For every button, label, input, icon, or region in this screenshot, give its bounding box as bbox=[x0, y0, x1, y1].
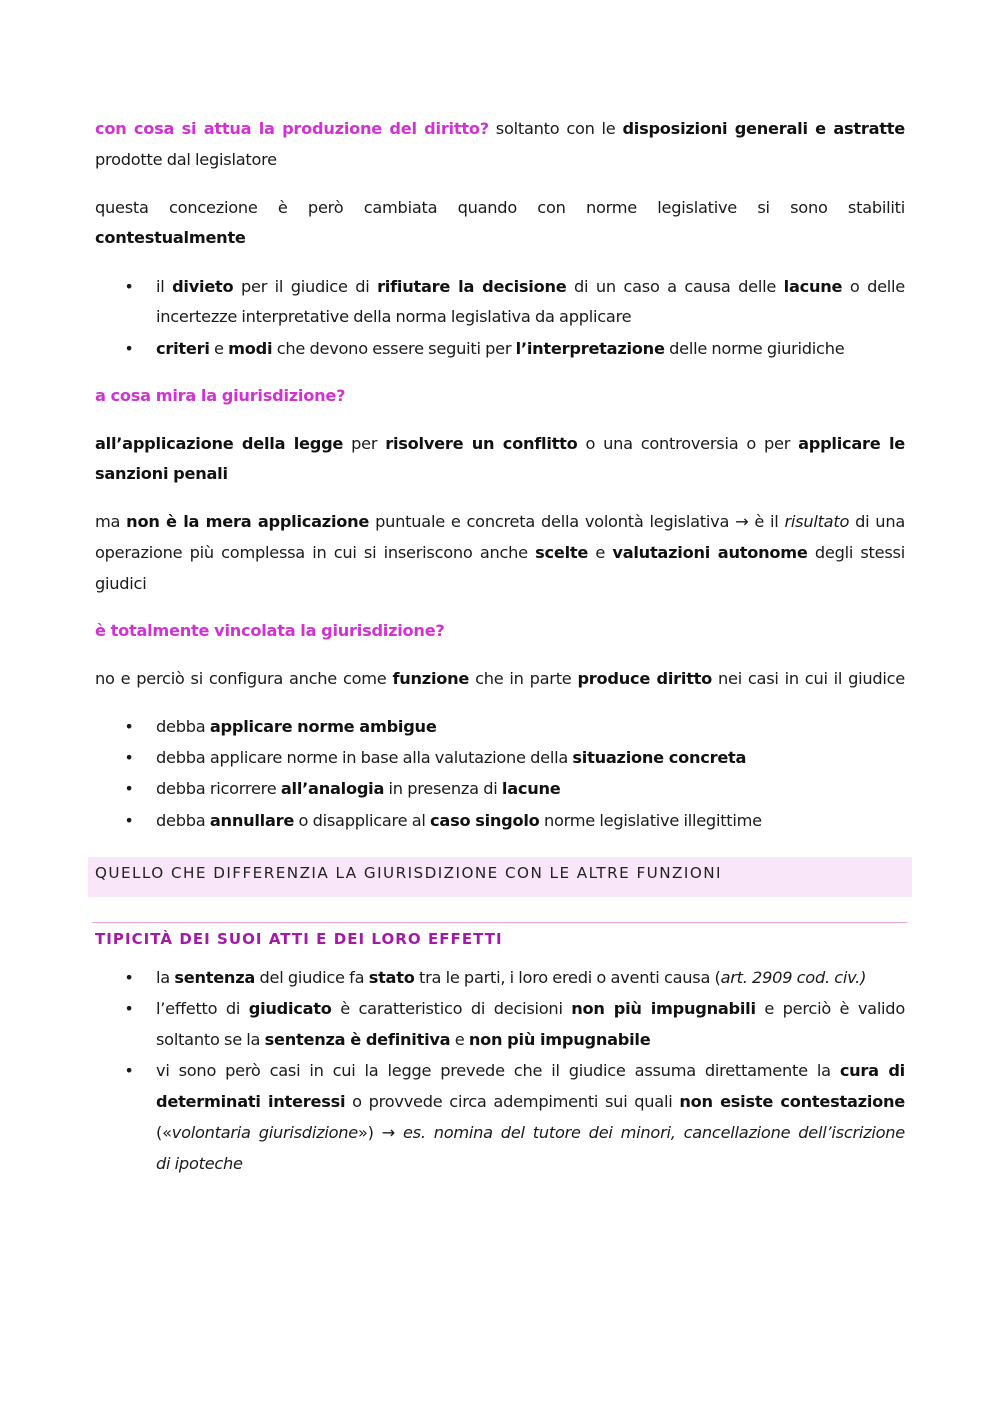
list-item-annullare bbox=[156, 805, 905, 836]
text: puntuale e concreta della volontà legislativa → è il bbox=[375, 512, 779, 531]
bold-text: all’analogia bbox=[280, 779, 385, 798]
bold-text: divieto bbox=[172, 277, 234, 296]
question-heading: con cosa si attua la produzione del diritto? bbox=[95, 119, 489, 138]
text: degli stessi bbox=[814, 543, 905, 562]
text: e perciò è valido bbox=[764, 999, 905, 1018]
text: giudici bbox=[95, 574, 147, 593]
text: soltanto se la bbox=[156, 1030, 261, 1049]
text: questa concezione è però cambiata quando con norme legislative si sono stabiliti bbox=[95, 198, 905, 217]
bold-text: modi bbox=[228, 339, 273, 358]
bold-text: sentenza è definitiva bbox=[264, 1030, 451, 1049]
list-item-giudicato-line-1 bbox=[156, 993, 905, 1024]
text: debba applicare norme in base alla valutazione della bbox=[156, 748, 568, 767]
bold-text: non più impugnabili bbox=[571, 999, 756, 1018]
bullet-icon: • bbox=[124, 717, 134, 736]
bullet-icon: • bbox=[124, 748, 134, 767]
bold-text: situazione concreta bbox=[572, 748, 747, 767]
bold-text: stato bbox=[368, 968, 415, 987]
bold-text: disposizioni generali e astratte bbox=[622, 119, 905, 138]
question-heading-giurisdizione bbox=[95, 380, 905, 411]
paragraph-concezione-line-1 bbox=[95, 192, 905, 223]
bold-text: annullare bbox=[209, 811, 295, 830]
bold-text: contestualmente bbox=[95, 228, 246, 247]
paragraph-applicazione-line-2 bbox=[95, 458, 905, 489]
bullet-icon: • bbox=[124, 1061, 134, 1080]
text: operazione più complessa in cui si inseriscono anche bbox=[95, 543, 528, 562]
list-item-analogia bbox=[156, 773, 905, 804]
text: per il giudice di bbox=[240, 277, 370, 296]
list-item-cura-line-2 bbox=[156, 1086, 905, 1117]
text: la bbox=[156, 968, 170, 987]
bold-text: valutazioni autonome bbox=[612, 543, 808, 562]
list-item-situazione bbox=[156, 742, 905, 773]
bold-text: giudicato bbox=[248, 999, 332, 1018]
bullet-icon: • bbox=[124, 277, 134, 296]
bold-text: produce diritto bbox=[577, 669, 713, 688]
text: (« bbox=[156, 1123, 172, 1142]
bold-text: applicare le bbox=[798, 434, 905, 453]
text: incertezze interpretative della norma legislativa da applicare bbox=[156, 307, 632, 326]
heading-text: è totalmente vincolata la giurisdizione? bbox=[95, 621, 445, 640]
text: l’effetto di bbox=[156, 999, 241, 1018]
italic-text: risultato bbox=[784, 512, 850, 531]
list-item-cura-line-1 bbox=[156, 1055, 905, 1086]
text: tra le parti, i loro eredi o aventi causa ( bbox=[419, 968, 721, 987]
list-item-criteri bbox=[156, 333, 905, 364]
bold-text: l’interpretazione bbox=[515, 339, 665, 358]
italic-text: art. 2909 cod. civ.) bbox=[720, 968, 867, 987]
paragraph-concezione-line-2 bbox=[95, 222, 905, 253]
heading-text: a cosa mira la giurisdizione? bbox=[95, 386, 346, 405]
text: ») → bbox=[357, 1123, 395, 1142]
text: di una bbox=[855, 512, 905, 531]
list-item-cura-line-3 bbox=[156, 1117, 905, 1148]
text: e bbox=[454, 1030, 465, 1049]
text: debba bbox=[156, 717, 206, 736]
text: prodotte dal legislatore bbox=[95, 150, 277, 169]
list-item-giudicato-line-2 bbox=[156, 1024, 905, 1055]
divider bbox=[92, 922, 907, 923]
text: o provvede circa adempimenti sui quali bbox=[352, 1092, 673, 1111]
text: di un caso a causa delle bbox=[574, 277, 777, 296]
section-title: QUELLO CHE DIFFERENZIA LA GIURISDIZIONE CON LE ALTRE FUNZIONI bbox=[95, 864, 722, 882]
list-item-ambigue bbox=[156, 711, 905, 742]
bold-text: all’applicazione della legge bbox=[95, 434, 344, 453]
bold-text: sanzioni penali bbox=[95, 464, 228, 483]
text: norme legislative illegittime bbox=[543, 811, 762, 830]
list-item-sentenza bbox=[156, 962, 905, 993]
bold-text: caso singolo bbox=[430, 811, 540, 830]
bold-text: sentenza bbox=[174, 968, 256, 987]
bold-text: funzione bbox=[392, 669, 470, 688]
text: soltanto con le bbox=[495, 119, 616, 138]
text: il bbox=[156, 277, 165, 296]
bullet-icon: • bbox=[124, 968, 134, 987]
paragraph-mera-line-2 bbox=[95, 537, 905, 568]
text: o una controversia o per bbox=[585, 434, 791, 453]
bold-text: criteri bbox=[156, 339, 210, 358]
italic-text: volontaria giurisdizione bbox=[171, 1123, 358, 1142]
bold-text: determinati interessi bbox=[156, 1092, 346, 1111]
italic-text: es. nomina del tutore dei minori, cancellazione dell’iscrizione bbox=[402, 1123, 905, 1142]
bullet-icon: • bbox=[124, 339, 134, 358]
paragraph-production-line-2 bbox=[95, 144, 905, 175]
text: che in parte bbox=[475, 669, 572, 688]
text: o disapplicare al bbox=[298, 811, 426, 830]
text: ma bbox=[95, 512, 121, 531]
bold-text: applicare norme ambigue bbox=[209, 717, 437, 736]
bold-text: rifiutare la decisione bbox=[377, 277, 567, 296]
text: è caratteristico di decisioni bbox=[340, 999, 563, 1018]
bold-text: scelte bbox=[535, 543, 589, 562]
text: del giudice fa bbox=[259, 968, 365, 987]
question-heading-vincolata bbox=[95, 615, 905, 646]
paragraph-mera-line-3 bbox=[95, 568, 905, 599]
bold-text: lacune bbox=[783, 277, 843, 296]
list-item-divieto-line-2 bbox=[156, 301, 905, 332]
bold-text: risolvere un conflitto bbox=[385, 434, 578, 453]
bullet-icon: • bbox=[124, 779, 134, 798]
text: debba bbox=[156, 811, 206, 830]
paragraph-funzione bbox=[95, 663, 905, 694]
text: in presenza di bbox=[388, 779, 498, 798]
text: che devono essere seguiti per bbox=[276, 339, 512, 358]
subheading: TIPICITÀ DEI SUOI ATTI E DEI LORO EFFETTI bbox=[95, 930, 503, 948]
bold-text: non è la mera applicazione bbox=[126, 512, 370, 531]
paragraph-production-line-1 bbox=[95, 113, 905, 144]
text: per bbox=[351, 434, 378, 453]
bold-text: non più impugnabile bbox=[468, 1030, 651, 1049]
paragraph-applicazione-line-1 bbox=[95, 428, 905, 459]
bold-text: lacune bbox=[501, 779, 561, 798]
list-item-divieto-line-1 bbox=[156, 271, 905, 302]
list-item-cura-line-4 bbox=[156, 1148, 905, 1179]
italic-text: di ipoteche bbox=[156, 1154, 243, 1173]
text: o delle bbox=[849, 277, 906, 296]
text: e bbox=[595, 543, 606, 562]
paragraph-mera-line-1 bbox=[95, 506, 905, 537]
text: no e perciò si configura anche come bbox=[95, 669, 387, 688]
text: e bbox=[214, 339, 224, 358]
text: vi sono però casi in cui la legge prevede che il giudice assuma direttamente la bbox=[156, 1061, 831, 1080]
bullet-icon: • bbox=[124, 811, 134, 830]
bold-text: non esiste contestazione bbox=[679, 1092, 905, 1111]
text: delle norme giuridiche bbox=[669, 339, 845, 358]
text: nei casi in cui il giudice bbox=[718, 669, 905, 688]
text: debba ricorrere bbox=[156, 779, 277, 798]
bullet-icon: • bbox=[124, 999, 134, 1018]
bold-text: cura di bbox=[839, 1061, 905, 1080]
